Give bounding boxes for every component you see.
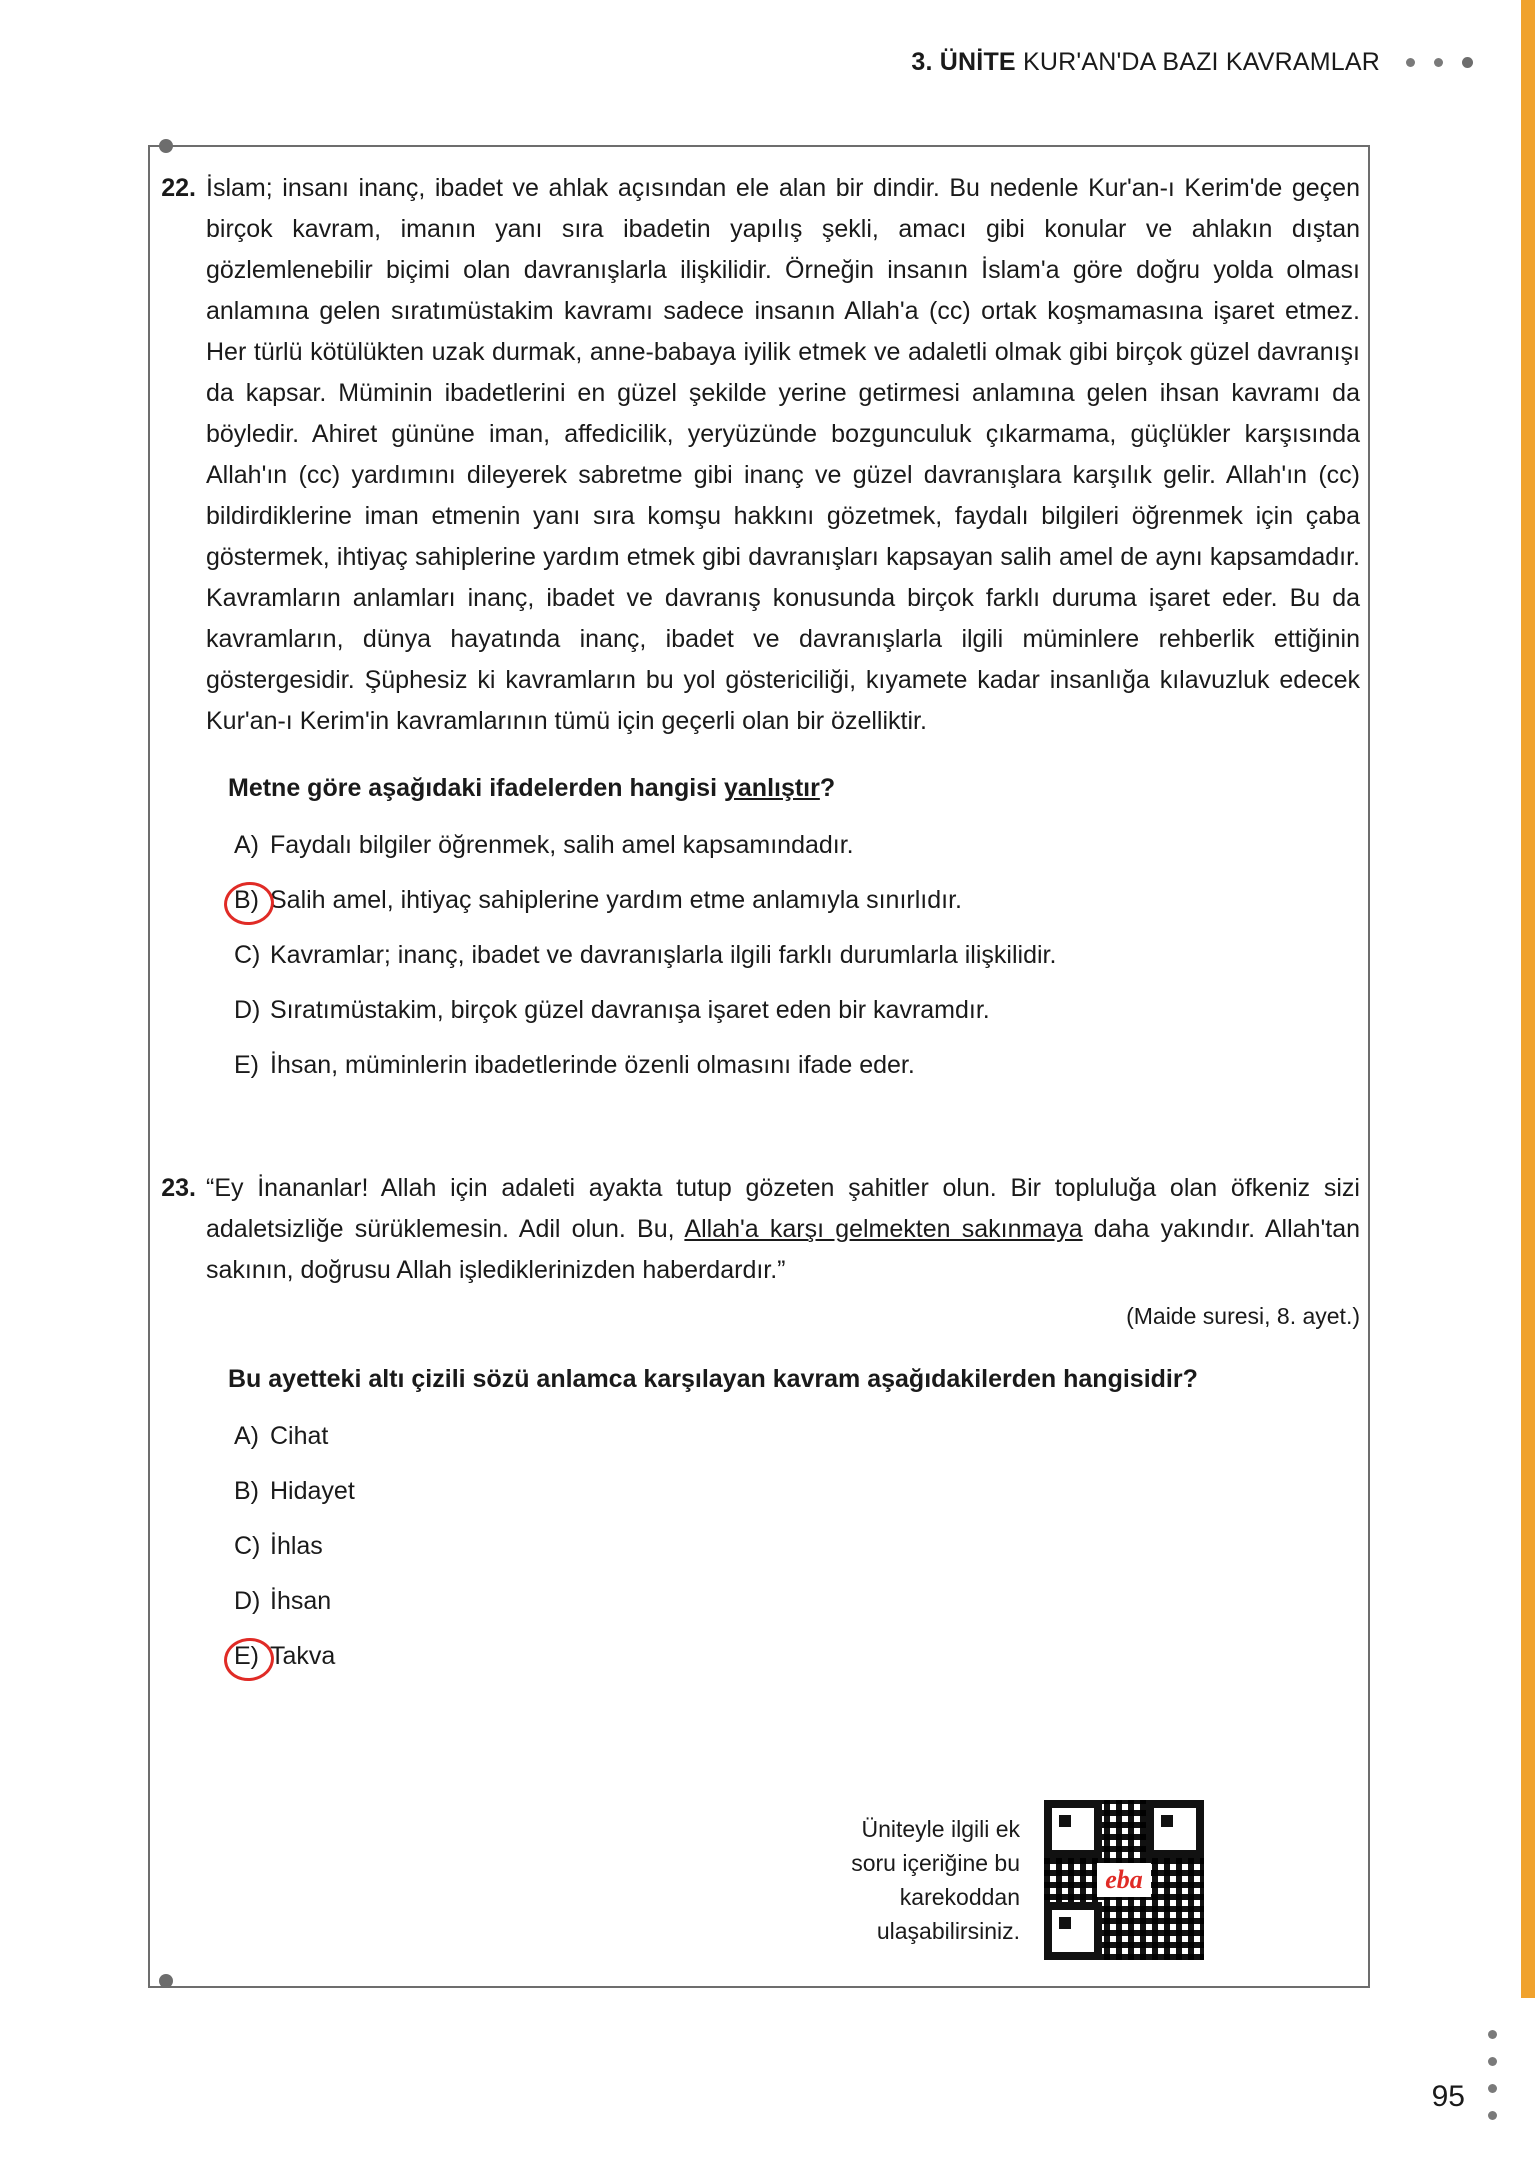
question-23-number: 23. bbox=[161, 1174, 196, 1202]
question-23-prompt: Bu ayetteki altı çizili sözü anlamca karşılayan kavram aşağıdakilerden hangisidir? bbox=[228, 1365, 1198, 1393]
option-22-b[interactable] bbox=[228, 880, 1360, 921]
header-title bbox=[911, 48, 1380, 77]
option-23-e-letter: E) bbox=[234, 1642, 259, 1670]
question-22-prompt-after: ? bbox=[819, 774, 836, 802]
option-23-c-text: İhlas bbox=[270, 1532, 323, 1560]
qr-section bbox=[770, 1800, 1280, 1960]
option-22-b-text: Salih amel, ihtiyaç sahiplerine yardım etme anlamıyla sınırlıdır. bbox=[270, 886, 962, 914]
option-23-b-letter: B) bbox=[234, 1477, 259, 1505]
footer-dot-4 bbox=[1488, 2111, 1497, 2120]
frame-dot-bottom-left bbox=[159, 1974, 173, 1988]
qr-caption-line-1: Üniteyle ilgili ek bbox=[861, 1816, 1020, 1842]
question-23-passage-part1: “Ey İnananlar! Allah için adaleti ayakta tutup gözeten şahitler olun. Bir topluluğa olan öfkeniz sizi adaletsizliğe sürüklemesin. Adil olun. Bu, bbox=[206, 1174, 1360, 1243]
option-23-c[interactable] bbox=[228, 1526, 1360, 1567]
option-23-a-letter: A) bbox=[234, 1422, 259, 1450]
header-dot-3 bbox=[1462, 57, 1473, 68]
question-22-prompt bbox=[228, 768, 1360, 809]
option-22-e[interactable] bbox=[228, 1045, 1360, 1086]
qr-finder-top-right bbox=[1146, 1800, 1204, 1858]
header-unit-label: 3. ÜNİTE bbox=[911, 48, 1016, 76]
question-22-prompt-before: Metne göre aşağıdaki ifadelerden hangisi bbox=[228, 774, 724, 802]
qr-finder-top-left bbox=[1044, 1800, 1102, 1858]
option-23-d-letter: D) bbox=[234, 1587, 261, 1615]
option-23-a[interactable] bbox=[228, 1416, 1360, 1457]
option-22-a-text: Faydalı bilgiler öğrenmek, salih amel kapsamındadır. bbox=[270, 831, 854, 859]
question-23-options bbox=[228, 1416, 1360, 1677]
header-dot-2 bbox=[1434, 58, 1443, 67]
question-22-passage: İslam; insanı inanç, ibadet ve ahlak açısından ele alan bir dindir. Bu nedenle Kur'an-ı Kerim'de geçen birçok kavram, imanın yanı sıra ibadetin yapılış şekli, amacı gibi konular ve ahlakın dıştan gözlemlenebilir biçimi olan davranışlarla ilişkilidir. Örneğin insanın İslam'a göre doğru yolda olması anlamına gelen sıratımüstakim kavramı sadece insanın Allah'a (cc) ortak koşmamasına işaret etmez. Her türlü kötülükten uzak durmak, anne-babaya iyilik etmek ve adaletli olmak gibi birçok güzel davranışı da kapsar. Müminin ibadetlerini en güzel şekilde yerine getirmesi anlamına gelen ihsan kavramı da böyledir. Ahiret gününe iman, affedicilik, yeryüzünde bozgunculuk çıkarmama, güçlükler karşısında Allah'ın (cc) yardımını dileyerek sabretme gibi inanç ve güzel davranışlara karşılık gelir. Allah'ın (cc) bildirdiklerine iman etmenin yanı sıra komşu hakkını gözetmek, faydalı bilgileri öğrenmek için çaba göstermek, ihtiyaç sahiplerine yardım etmek gibi davranışları kapsayan salih amel de aynı kapsamdadır. Kavramların anlamları inanç, ibadet ve davranış konusunda birçok farklı duruma işaret eder. Bu da kavramların, dünya hayatında inanç, ibadet ve davranışlarla ilgili müminlere rehberlik ettiğinin göstergesidir. Şüphesiz ki kavramların bu yol göstericiliği, kıyamete kadar insanlığa kılavuzluk edecek Kur'an-ı Kerim'in kavramlarının tümü için geçerli olan bir özelliktir. bbox=[206, 174, 1360, 735]
option-22-e-text: İhsan, müminlerin ibadetlerinde özenli olmasını ifade eder. bbox=[270, 1051, 915, 1079]
question-22-number: 22. bbox=[161, 174, 196, 202]
page-accent-bar-tail bbox=[1521, 1998, 1535, 2165]
question-23-source: (Maide suresi, 8. ayet.) bbox=[1126, 1303, 1360, 1329]
option-23-e[interactable] bbox=[228, 1636, 1360, 1677]
option-22-d-letter: D) bbox=[234, 996, 261, 1024]
page-header bbox=[911, 48, 1473, 77]
footer-dot-1 bbox=[1488, 2030, 1497, 2039]
option-23-d[interactable] bbox=[228, 1581, 1360, 1622]
option-22-c-text: Kavramlar; inanç, ibadet ve davranışlarla ilgili farklı durumlarla ilişkilidir. bbox=[270, 941, 1057, 969]
qr-finder-bottom-left bbox=[1044, 1902, 1102, 1960]
option-22-c-letter: C) bbox=[234, 941, 261, 969]
page-accent-bar bbox=[1521, 0, 1535, 1998]
option-23-b-text: Hidayet bbox=[270, 1477, 355, 1505]
option-22-e-letter: E) bbox=[234, 1051, 259, 1079]
qr-caption-line-2: soru içeriğine bu bbox=[851, 1850, 1020, 1876]
option-22-a-letter: A) bbox=[234, 831, 259, 859]
qr-caption-line-3: karekoddan ulaşabilirsiniz. bbox=[876, 1884, 1020, 1944]
question-22-options bbox=[228, 825, 1360, 1086]
question-22-prompt-underlined: yanlıştır bbox=[723, 774, 820, 802]
option-22-d-text: Sıratımüstakim, birçok güzel davranışa işaret eden bir kavramdır. bbox=[270, 996, 990, 1024]
option-22-b-letter: B) bbox=[234, 886, 259, 914]
header-dot-group bbox=[1406, 57, 1473, 68]
eba-logo: eba bbox=[1097, 1863, 1151, 1897]
question-23-passage-underlined: Allah'a karşı gelmekten sakınmaya bbox=[684, 1215, 1083, 1243]
page-number: 95 bbox=[1431, 2080, 1465, 2113]
header-dot-1 bbox=[1406, 58, 1415, 67]
option-23-d-text: İhsan bbox=[270, 1587, 332, 1615]
qr-code-icon[interactable] bbox=[1044, 1800, 1204, 1960]
question-23-passage-part2: daha yakındır. Allah'tan sakının, doğrusu Allah işlediklerinizden haberdardır.” bbox=[206, 1215, 1361, 1284]
qr-caption bbox=[770, 1812, 1020, 1948]
header-unit-title: KUR'AN'DA BAZI KAVRAMLAR bbox=[1022, 48, 1380, 76]
option-22-c[interactable] bbox=[228, 935, 1360, 976]
option-22-a[interactable] bbox=[228, 825, 1360, 866]
footer-dot-2 bbox=[1488, 2057, 1497, 2066]
question-23 bbox=[160, 1168, 1360, 1691]
question-23-passage bbox=[206, 1168, 1360, 1291]
footer-dot-3 bbox=[1488, 2084, 1497, 2093]
option-23-c-letter: C) bbox=[234, 1532, 261, 1560]
footer-dot-group bbox=[1488, 2030, 1497, 2120]
option-23-b[interactable] bbox=[228, 1471, 1360, 1512]
option-23-e-text: Takva bbox=[270, 1642, 336, 1670]
option-22-d[interactable] bbox=[228, 990, 1360, 1031]
option-23-a-text: Cihat bbox=[270, 1422, 329, 1450]
frame-dot-top-left bbox=[159, 139, 173, 153]
question-22 bbox=[160, 168, 1360, 1100]
